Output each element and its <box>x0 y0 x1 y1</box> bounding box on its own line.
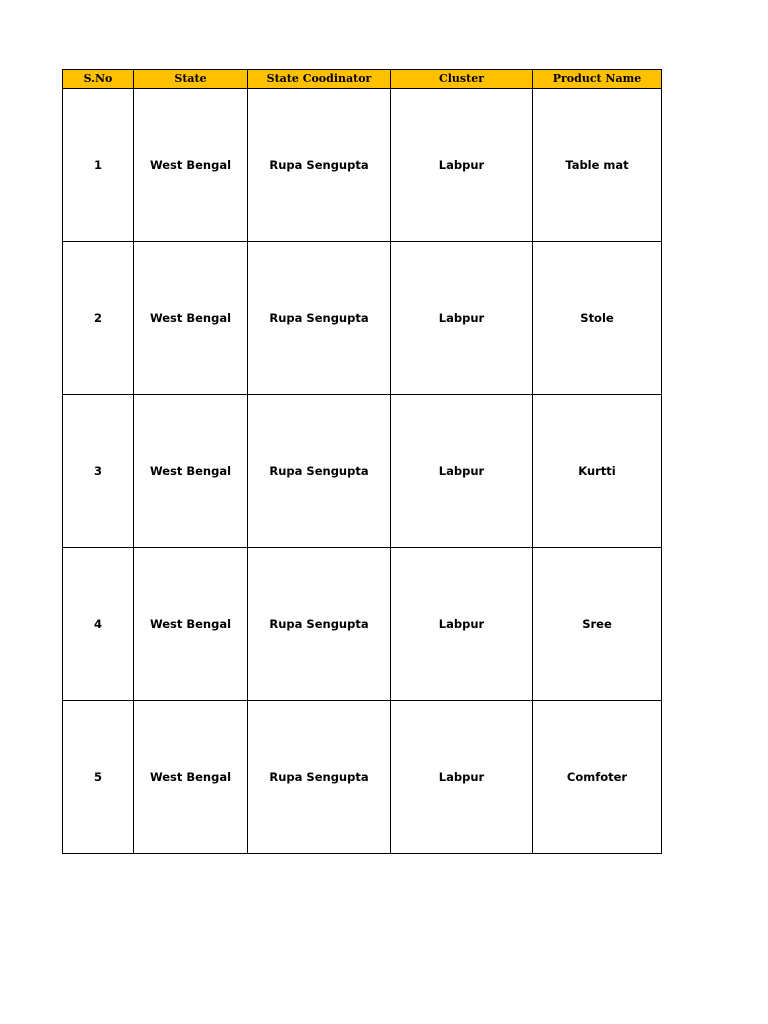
cell-product-name: Stole <box>533 242 662 395</box>
cell-product-name: Kurtti <box>533 395 662 548</box>
cell-state: West Bengal <box>134 395 248 548</box>
cell-state: West Bengal <box>134 548 248 701</box>
cell-state: West Bengal <box>134 701 248 854</box>
column-header-state: State <box>134 70 248 89</box>
cell-state-coordinator: Rupa Sengupta <box>248 89 391 242</box>
cell-state-coordinator: Rupa Sengupta <box>248 242 391 395</box>
table-header-row <box>63 70 662 89</box>
cell-state-coordinator: Rupa Sengupta <box>248 701 391 854</box>
cell-sno: 5 <box>63 701 134 854</box>
cell-product-name: Comfoter <box>533 701 662 854</box>
column-header-state-coordinator: State Coodinator <box>248 70 391 89</box>
column-header-product-name: Product Name <box>533 70 662 89</box>
cell-sno: 4 <box>63 548 134 701</box>
table-row <box>63 395 662 548</box>
cell-state-coordinator: Rupa Sengupta <box>248 548 391 701</box>
column-header-cluster: Cluster <box>391 70 533 89</box>
table-row <box>63 242 662 395</box>
cell-sno: 3 <box>63 395 134 548</box>
column-header-sno: S.No <box>63 70 134 89</box>
cell-cluster: Labpur <box>391 548 533 701</box>
cell-cluster: Labpur <box>391 242 533 395</box>
cell-state: West Bengal <box>134 242 248 395</box>
cell-state: West Bengal <box>134 89 248 242</box>
cell-product-name: Table mat <box>533 89 662 242</box>
cell-sno: 2 <box>63 242 134 395</box>
table-row <box>63 548 662 701</box>
cell-product-name: Sree <box>533 548 662 701</box>
cell-cluster: Labpur <box>391 395 533 548</box>
table-row <box>63 701 662 854</box>
product-table <box>62 69 662 854</box>
cell-state-coordinator: Rupa Sengupta <box>248 395 391 548</box>
table-row <box>63 89 662 242</box>
cell-cluster: Labpur <box>391 89 533 242</box>
cell-cluster: Labpur <box>391 701 533 854</box>
cell-sno: 1 <box>63 89 134 242</box>
